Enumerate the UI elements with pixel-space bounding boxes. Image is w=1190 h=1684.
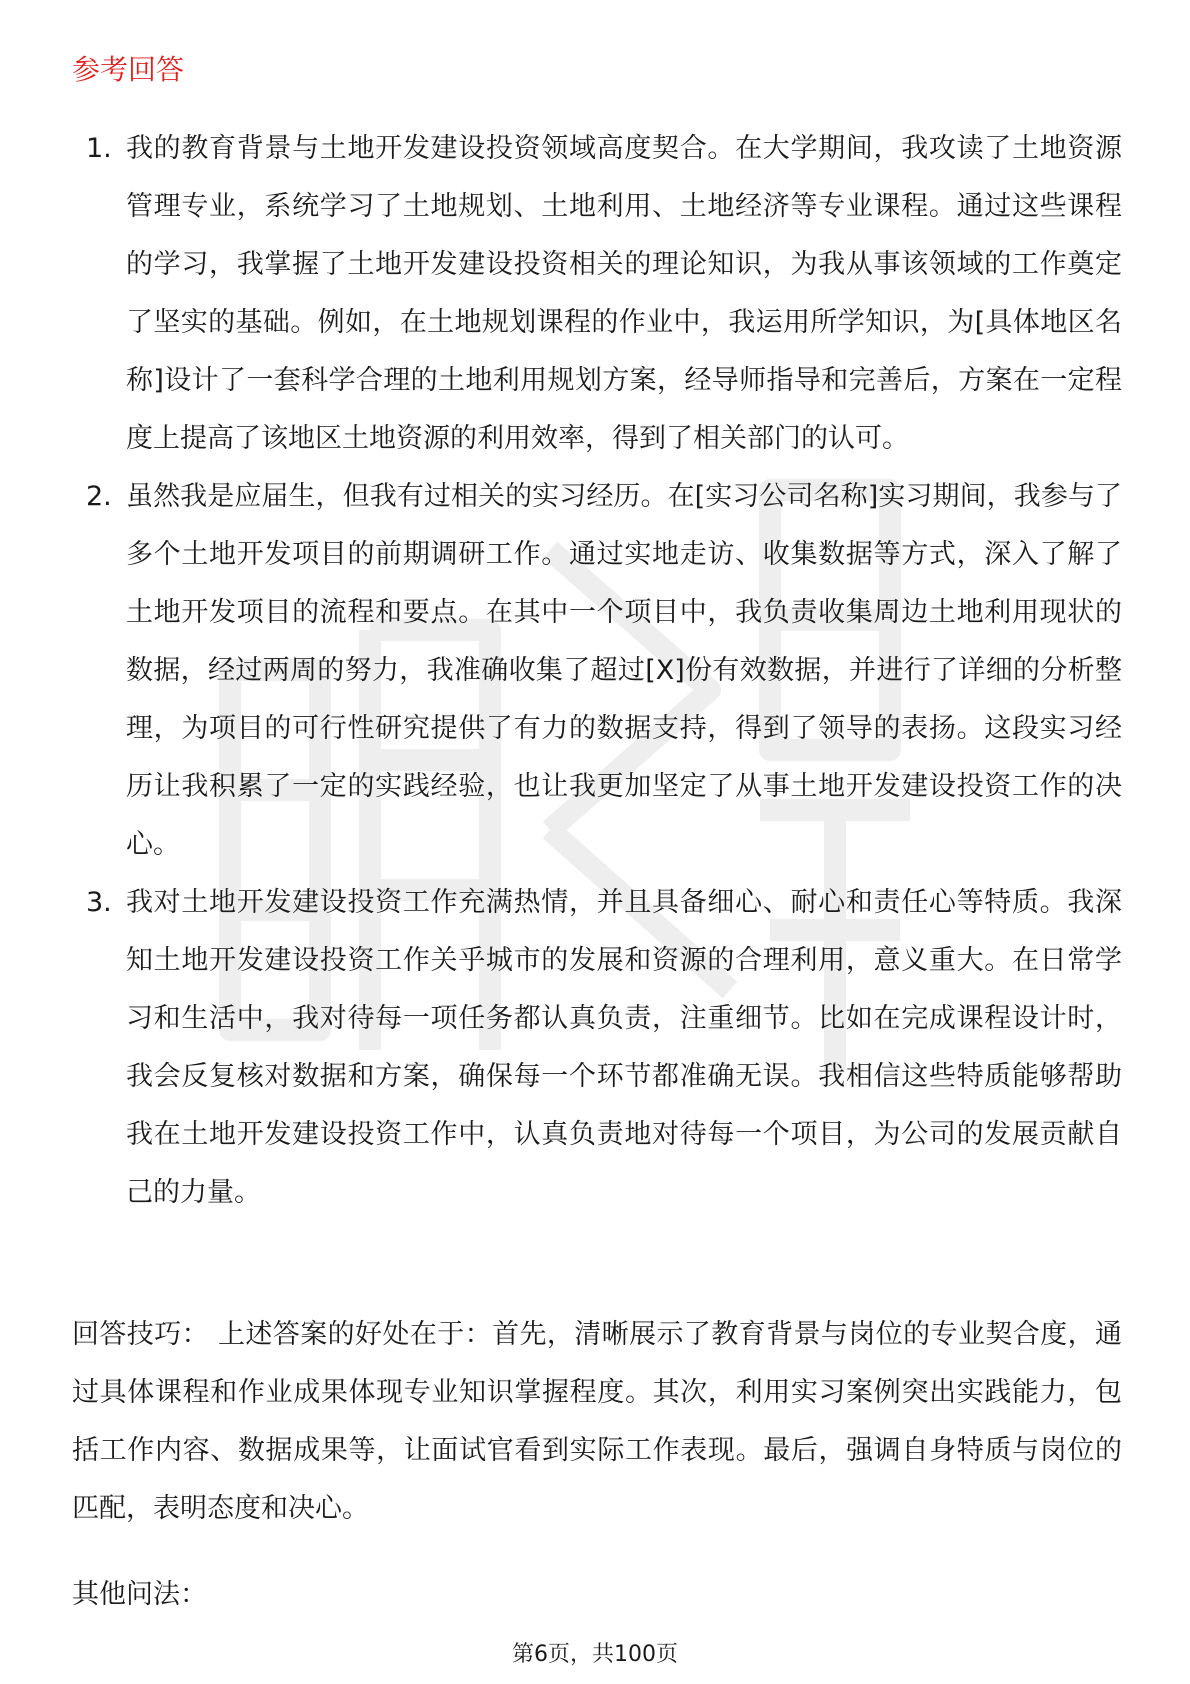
answer-item-2 xyxy=(72,468,1122,874)
item-number: 3. xyxy=(86,887,112,918)
other-questions-label: 其他问法： xyxy=(72,1579,207,1610)
answer-item-1 xyxy=(72,120,1122,468)
item-text: 虽然我是应届生，但我有过相关的实习经历。在[实习公司名称]实习期间，我参与了多个土地开发项目的前期调研工作。通过实地走访、收集数据等方式，深入了解了土地开发项目的流程和要点。在其中一个项目中，我负责收集周边土地利用现状的数据，经过两周的努力，我准确收集了超过[X]份有效数据，并进行了详细的分析整理，为项目的可行性研究提供了有力的数据支持，得到了领导的表扬。这段实习经历让我积累了一定的实践经验，也让我更加坚定了从事土地开发建设投资工作的决心。 xyxy=(126,481,1122,860)
section-heading: 参考回答 xyxy=(72,53,185,86)
answer-list xyxy=(72,120,1122,1222)
item-number: 2. xyxy=(86,481,112,512)
item-text: 我对土地开发建设投资工作充满热情，并且具备细心、耐心和责任心等特质。我深知土地开发建设投资工作关乎城市的发展和资源的合理利用，意义重大。在日常学习和生活中，我对待每一项任务都认真负责，注重细节。比如在完成课程设计时，我会反复核对数据和方案，确保每一个环节都准确无误。我相信这些特质能够帮助我在土地开发建设投资工作中，认真负责地对待每一个项目，为公司的发展贡献自己的力量。 xyxy=(126,887,1122,1208)
page-number: 第6页，共100页 xyxy=(512,1642,678,1667)
item-text: 我的教育背景与土地开发建设投资领域高度契合。在大学期间，我攻读了土地资源管理专业，系统学习了土地规划、土地利用、土地经济等专业课程。通过这些课程的学习，我掌握了土地开发建设投资相关的理论知识，为我从事该领域的工作奠定了坚实的基础。例如，在土地规划课程的作业中，我运用所学知识，为[具体地区名称]设计了一套科学合理的土地利用规划方案，经导师指导和完善后，方案在一定程度上提高了该地区土地资源的利用效率，得到了相关部门的认可。 xyxy=(126,133,1122,454)
answer-item-3 xyxy=(72,874,1122,1222)
item-number: 1. xyxy=(86,133,112,164)
answer-tips: 回答技巧： 上述答案的好处在于：首先，清晰展示了教育背景与岗位的专业契合度，通过具体课程和作业成果体现专业知识掌握程度。其次，利用实习案例突出实践能力，包括工作内容、数据成果等，让面试官看到实际工作表现。最后，强调自身特质与岗位的匹配，表明态度和决心。 xyxy=(72,1319,1122,1524)
